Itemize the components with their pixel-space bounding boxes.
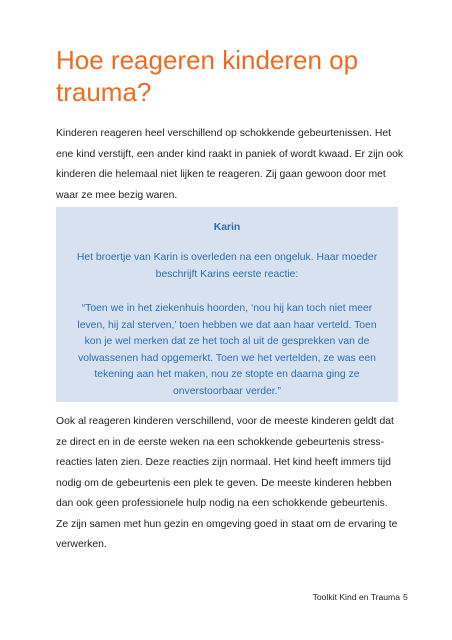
body-line: Ook al reageren kinderen verschillend, voor de meeste kinderen geldt dat bbox=[56, 416, 394, 427]
body-line: ze direct en in de eerste weken na een schokkende gebeurtenis stress- bbox=[56, 436, 385, 448]
quote-line: tekening aan het maken, nou ze stopte en daarna ging ze bbox=[94, 369, 360, 380]
quote-line: volwassenen had opgemerkt. Toen we het vertelden, ze was een bbox=[78, 352, 376, 364]
quote-line: leven, hij zal sterven,’ toen hebben we dat aan haar verteld. Toen bbox=[77, 319, 377, 331]
quote-line: onverstoorbaar verder.” bbox=[172, 385, 281, 397]
case-box-intro bbox=[74, 250, 380, 283]
page-heading: Hoe reageren kinderen op trauma? bbox=[56, 45, 359, 107]
quote-line: “Toen we in het ziekenhuis hoorden, ‘nou hij kan toch niet meer bbox=[81, 303, 373, 314]
body-line: verwerken. bbox=[56, 539, 107, 550]
intro-line: ene kind verstijft, een ander kind raakt in paniek of wordt kwaad. Er zijn ook bbox=[56, 148, 404, 160]
body-line: nodig om de gebeurtenis een plek te geven. De meeste kinderen hebben bbox=[56, 477, 392, 489]
case-box-quote bbox=[74, 301, 380, 400]
intro-paragraph bbox=[56, 124, 406, 206]
intro-line: Kinderen reageren heel verschillend op schokkende gebeurtenissen. Het bbox=[56, 128, 392, 139]
case-box bbox=[56, 207, 398, 402]
body-line: Ze zijn samen met hun gezin en omgeving goed in staat om de ervaring te bbox=[56, 518, 398, 530]
intro-line: waar ze mee bezig waren. bbox=[56, 189, 178, 201]
case-intro-line: Het broertje van Karin is overleden na een ongeluk. Haar moeder bbox=[76, 252, 378, 263]
quote-line: kon je wel merken dat ze het toch al uit de gesprekken van de bbox=[84, 336, 370, 347]
case-intro-line: beschrijft Karins eerste reactie: bbox=[155, 268, 299, 280]
body-line: dan ook geen professionele hulp nodig na een schokkende gebeurtenis. bbox=[56, 498, 388, 509]
body-line: reacties laten zien. Deze reacties zijn normaal. Het kind heeft immers tijd bbox=[56, 457, 391, 468]
footer-title: Toolkit Kind en Trauma bbox=[312, 592, 400, 602]
page-number: 5 bbox=[403, 592, 408, 602]
case-box-title: Karin bbox=[213, 222, 241, 233]
body-paragraph bbox=[56, 412, 406, 556]
intro-line: kinderen die helemaal niet lijken te reageren. Zij gaan gewoon door met bbox=[56, 169, 386, 180]
